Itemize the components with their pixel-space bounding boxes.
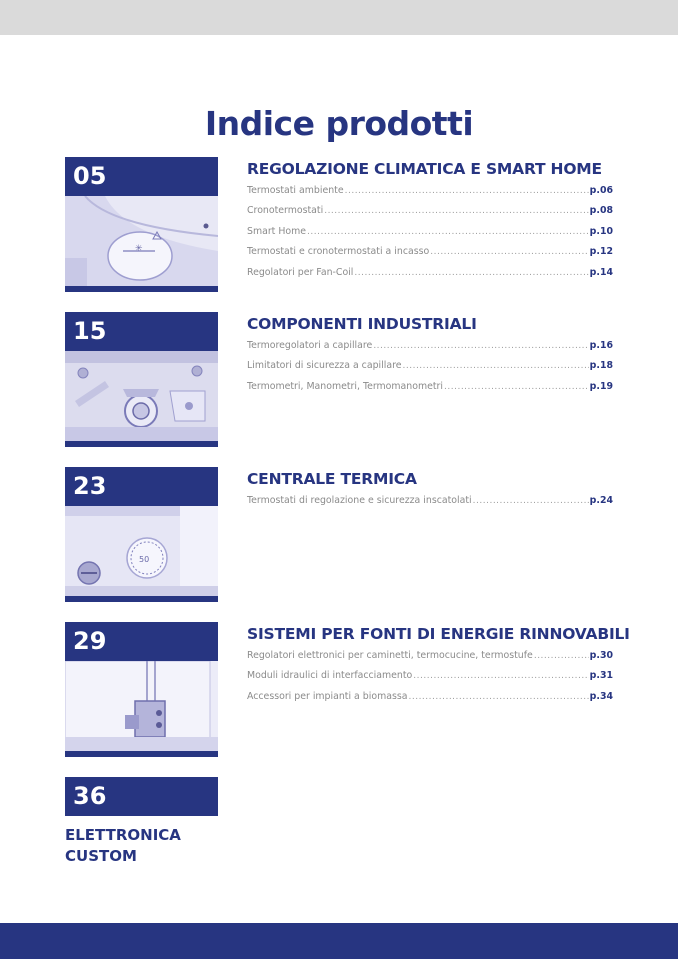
section-climatica	[247, 159, 613, 287]
section-card-industriali[interactable]	[65, 312, 218, 447]
toc-entry[interactable]	[247, 360, 613, 380]
section-heading-custom	[65, 825, 225, 867]
toc-entry-page: p.19	[589, 380, 613, 392]
section-page-number: 36	[65, 777, 218, 816]
toc-entry-page: p.34	[589, 690, 613, 702]
section-rinnovabili	[247, 624, 630, 711]
toc-entry[interactable]	[247, 691, 613, 711]
toc-entry[interactable]	[247, 226, 613, 246]
leader-dots	[403, 361, 589, 371]
toc-entry[interactable]	[247, 267, 613, 287]
toc-entry-page: p.10	[589, 225, 613, 237]
section-card-centrale[interactable]	[65, 467, 218, 602]
leader-dots	[408, 692, 588, 702]
toc-entry-page: p.16	[589, 340, 613, 351]
leader-dots	[345, 186, 589, 196]
toc-entry-page: p.08	[589, 205, 613, 217]
section-page-number: 23	[65, 467, 218, 506]
leader-dots	[473, 496, 589, 506]
toc-entry[interactable]	[247, 381, 613, 401]
section-heading: COMPONENTI INDUSTRIALI	[247, 315, 477, 333]
boxed-thermostat-photo	[65, 506, 218, 596]
section-heading: SISTEMI PER FONTI DI ENERGIE RINNOVABILI	[247, 625, 630, 643]
toc-entry-page: p.30	[589, 650, 613, 661]
toc-entry-page: p.31	[589, 670, 613, 682]
toc-entry-label: Termostati e cronotermostati a incasso	[247, 246, 430, 258]
toc-entry-label: Limitatori di sicurezza a capillare	[247, 360, 402, 372]
toc-entry[interactable]	[247, 246, 613, 266]
section-industriali	[247, 314, 613, 401]
section-card-custom[interactable]	[65, 777, 218, 816]
leader-dots	[324, 206, 588, 216]
svg-text:50: 50	[139, 555, 150, 564]
toc-entry[interactable]	[247, 205, 613, 225]
section-heading: CENTRALE TERMICA	[247, 470, 417, 488]
toc-entry-label: Termostati di regolazione e sicurezza inscatolati	[247, 495, 472, 506]
toc-entry[interactable]	[247, 185, 613, 205]
section-card-climatica[interactable]	[65, 157, 218, 292]
section-page-number: 29	[65, 622, 218, 661]
section-heading-line: ELETTRONICA	[65, 826, 181, 844]
toc-entry-page: p.06	[589, 185, 613, 196]
card-footer-bar	[65, 441, 218, 447]
section-page-number: 15	[65, 312, 218, 351]
toc-entry-label: Cronotermostati	[247, 205, 324, 217]
toc-entry[interactable]	[247, 340, 613, 360]
section-heading: REGOLAZIONE CLIMATICA E SMART HOME	[247, 160, 602, 178]
controller-photo	[65, 661, 218, 751]
toc-entry-page: p.24	[589, 495, 613, 506]
toc-entry-label: Regolatori elettronici per caminetti, termocucine, termostufe	[247, 650, 533, 661]
section-page-number: 05	[65, 157, 218, 196]
toc-entry-label: Termometri, Manometri, Termomanometri	[247, 380, 444, 392]
toc-entry-label: Regolatori per Fan-Coil	[247, 266, 354, 278]
thermostat-photo	[65, 196, 218, 286]
section-heading-line: CUSTOM	[65, 847, 137, 865]
card-footer-bar	[65, 751, 218, 757]
toc-entry-label: Termostati ambiente	[247, 185, 344, 196]
toc-entry-label: Termoregolatori a capillare	[247, 340, 373, 351]
card-footer-bar	[65, 596, 218, 602]
bottom-band	[0, 923, 678, 959]
svg-text:✳: ✳	[135, 244, 143, 254]
section-card-rinnovabili[interactable]	[65, 622, 218, 757]
leader-dots	[430, 247, 588, 257]
toc-entry-page: p.18	[589, 360, 613, 372]
toc-entry-label: Moduli idraulici di interfacciamento	[247, 670, 413, 682]
leader-dots	[354, 268, 588, 278]
top-band	[0, 0, 678, 35]
leader-dots	[413, 671, 588, 681]
section-centrale	[247, 469, 613, 515]
leader-dots	[373, 341, 588, 351]
page-title: Indice prodotti	[204, 104, 474, 143]
toc-entry-page: p.14	[589, 266, 613, 278]
toc-entry-label: Smart Home	[247, 225, 307, 237]
leader-dots	[307, 227, 589, 237]
leader-dots	[444, 382, 589, 392]
toc-entry-label: Accessori per impianti a biomassa	[247, 690, 408, 702]
card-footer-bar	[65, 286, 218, 292]
toc-entry[interactable]	[247, 670, 613, 690]
toc-entry[interactable]	[247, 650, 613, 670]
toc-entry[interactable]	[247, 495, 613, 515]
toc-entry-page: p.12	[589, 246, 613, 258]
capillary-thermostat-photo	[65, 351, 218, 441]
leader-dots	[534, 651, 589, 661]
